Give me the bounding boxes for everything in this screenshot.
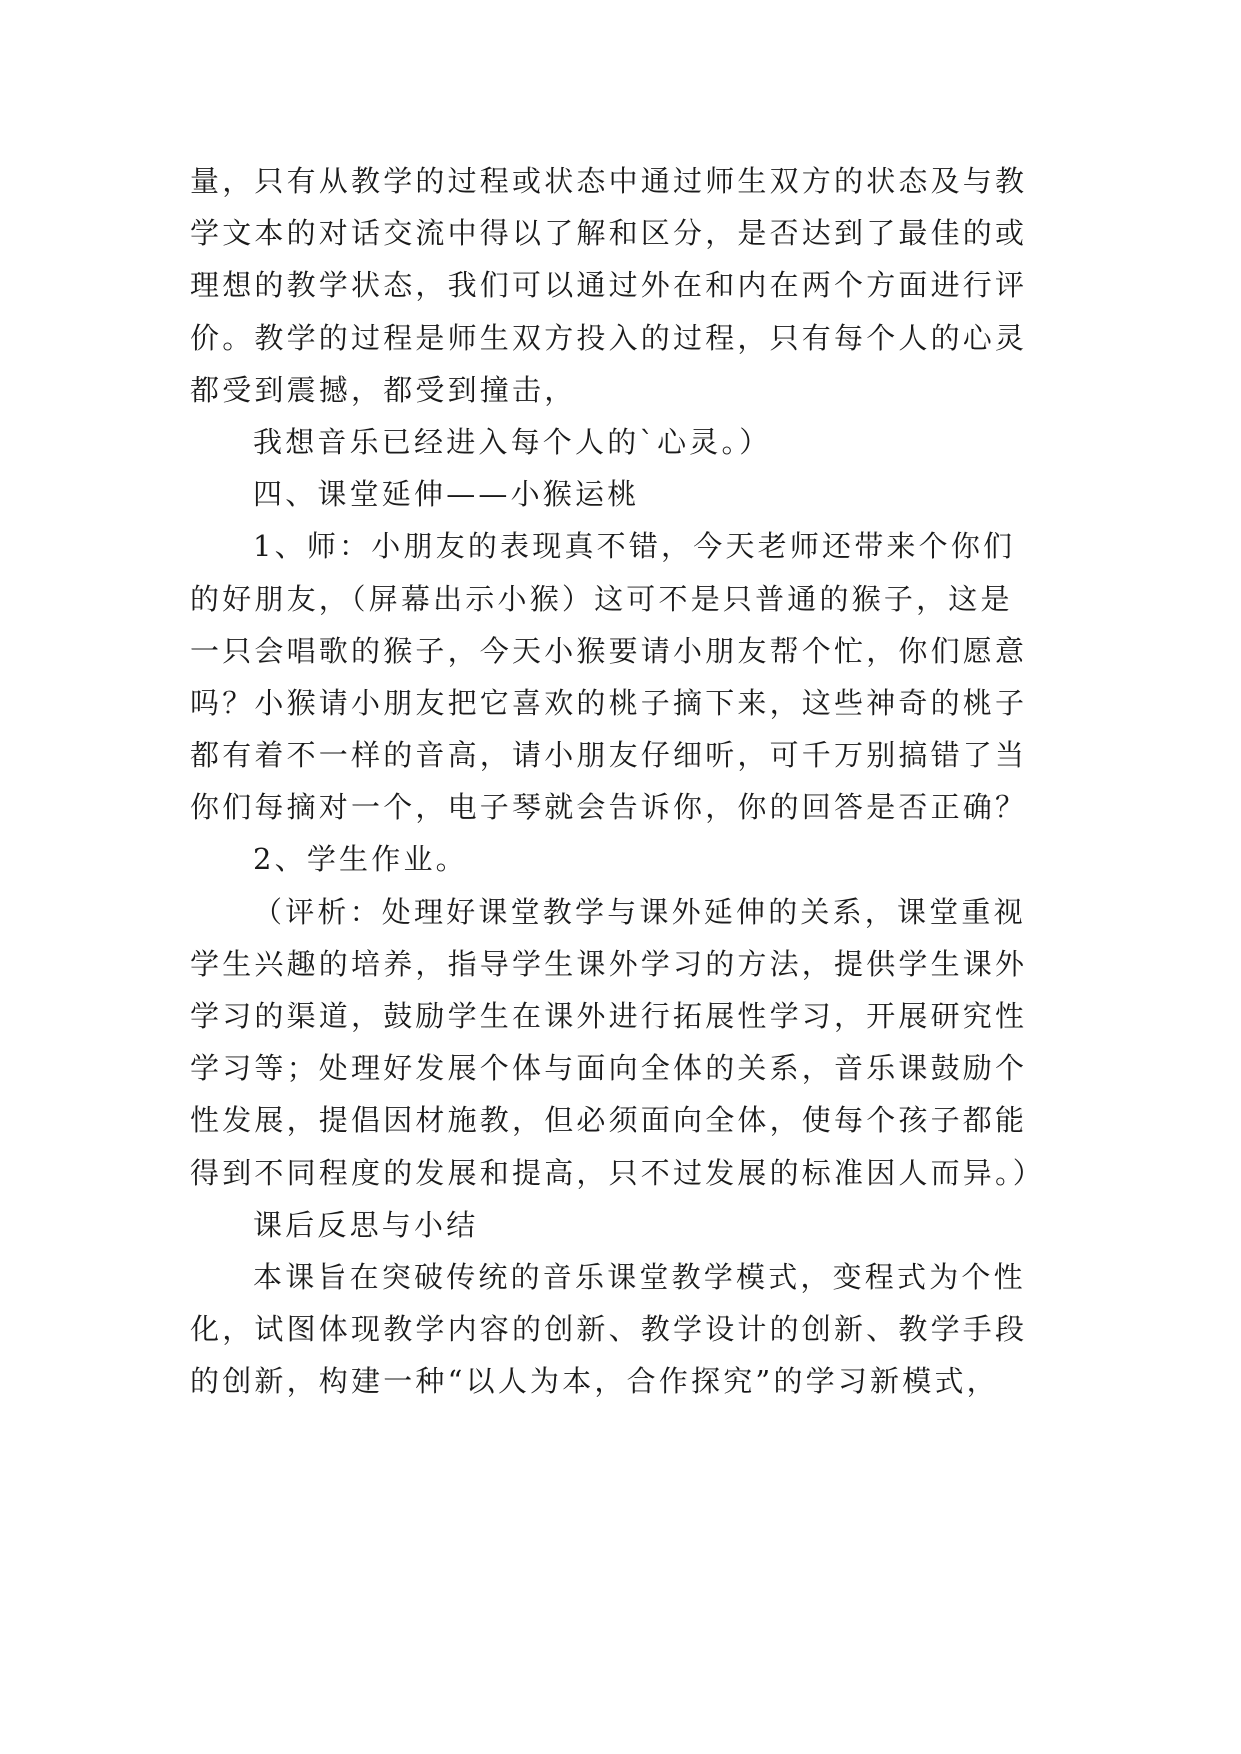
text-line: 的创新，构建一种“以人为本，合作探究”的学习新模式， bbox=[190, 1364, 999, 1399]
text-line: 学生兴趣的培养，指导学生课外学习的方法，提供学生课外 bbox=[190, 946, 1028, 981]
text-line: 化，试图体现教学内容的创新、教学设计的创新、教学手段 bbox=[190, 1312, 1028, 1347]
text-line: 都受到震撼，都受到撞击， bbox=[190, 372, 577, 407]
text-line: 一只会唱歌的猴子，今天小猴要请小朋友帮个忙，你们愿意 bbox=[190, 633, 1028, 668]
text-line: 性发展，提倡因材施教，但必须面向全体，使每个孩子都能 bbox=[190, 1103, 1028, 1138]
body-text bbox=[190, 155, 1090, 1408]
text-line: 量，只有从教学的过程或状态中通过师生双方的状态及与教 bbox=[190, 164, 1028, 198]
text-line: 都有着不一样的音高，请小朋友仔细听，可千万别搞错了当 bbox=[190, 738, 1028, 773]
text-line: 2、学生作业。 bbox=[253, 842, 468, 877]
text-line: 的好朋友，（屏幕出示小猴）这可不是只普通的猴子，这是 bbox=[190, 581, 1013, 616]
text-line: 理想的教学状态，我们可以通过外在和内在两个方面进行评 bbox=[190, 268, 1028, 303]
section-heading: 课后反思与小结 bbox=[253, 1207, 479, 1242]
text-line: 我想音乐已经进入每个人的`心灵。） bbox=[253, 424, 772, 459]
text-line: 你们每摘对一个，电子琴就会告诉你，你的回答是否正确？ bbox=[190, 790, 1028, 825]
text-line: 学文本的对话交流中得以了解和区分，是否达到了最佳的或 bbox=[190, 216, 1028, 251]
text-line: 吗？小猴请小朋友把它喜欢的桃子摘下来，这些神奇的桃子 bbox=[190, 685, 1028, 720]
text-line: 1、师：小朋友的表现真不错，今天老师还带来个你们 bbox=[253, 529, 1016, 564]
section-heading: 四、课堂延伸——小猴运桃 bbox=[253, 477, 640, 512]
text-line: 学习等；处理好发展个体与面向全体的关系，音乐课鼓励个 bbox=[190, 1051, 1028, 1086]
text-line: 得到不同程度的发展和提高，只不过发展的标准因人而异。） bbox=[190, 1155, 1045, 1190]
text-line: 价。教学的过程是师生双方投入的过程，只有每个人的心灵 bbox=[190, 320, 1028, 355]
text-line: 本课旨在突破传统的音乐课堂教学模式，变程式为个性 bbox=[253, 1259, 1026, 1294]
text-line: （评析：处理好课堂教学与课外延伸的关系，课堂重视 bbox=[253, 894, 1026, 929]
text-line: 学习的渠道，鼓励学生在课外进行拓展性学习，开展研究性 bbox=[190, 999, 1028, 1033]
